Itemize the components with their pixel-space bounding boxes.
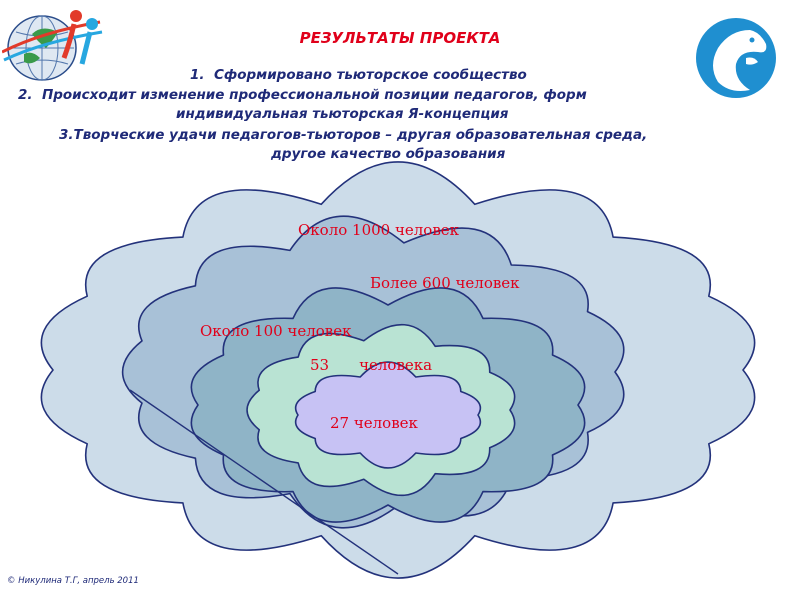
- list-item-number: 1.: [190, 67, 205, 83]
- cloud-label-second: Более 600 человек: [370, 274, 520, 292]
- cloud-label-number: 53: [310, 356, 330, 374]
- list-item-continuation: индивидуальная тьюторская Я-концепция: [176, 106, 509, 122]
- cloud-label-outer: Около 1000 человек: [298, 221, 460, 239]
- copyright-footer: © Никулина Т.Г, апрель 2011: [7, 576, 139, 586]
- cloud-label-third: Около 100 человек: [200, 322, 352, 340]
- list-item-text: Сформировано тьюторское сообщество: [213, 67, 527, 83]
- list-item-text: Творческие удачи педагогов-тьюторов – другая образовательная среда,: [73, 127, 648, 143]
- list-item-text: Происходит изменение профессиональной позиции педагогов, форм: [41, 87, 587, 103]
- cloud-label-fourth: [310, 356, 432, 374]
- list-item-number: 3.: [59, 127, 74, 143]
- page-title: РЕЗУЛЬТАТЫ ПРОЕКТА: [299, 29, 501, 47]
- cloud-label-inner: 27 человек: [330, 414, 418, 432]
- list-item-number: 2.: [18, 87, 33, 103]
- cloud-label-word: человека: [359, 356, 433, 374]
- list-item-continuation: другое качество образования: [271, 146, 506, 162]
